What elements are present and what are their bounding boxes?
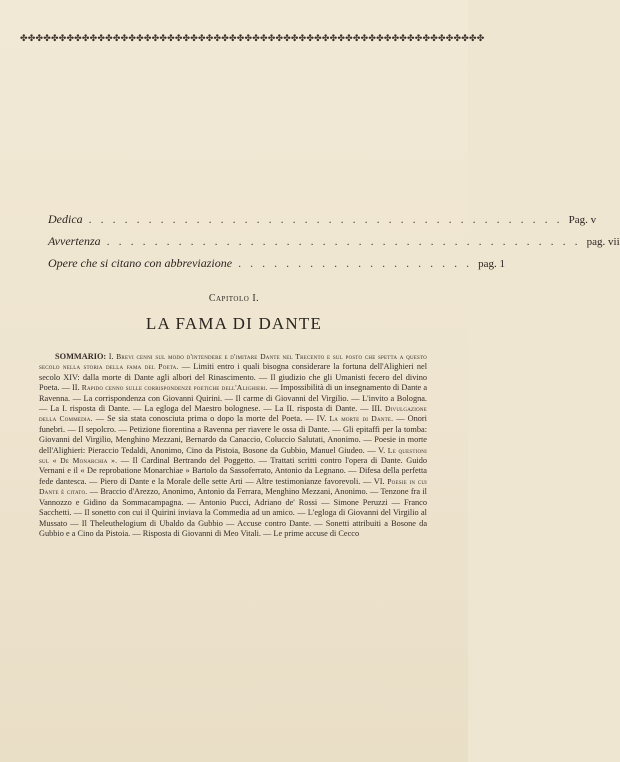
summary-text: — Se sia stata conosciuta prima o dopo la morte del Poeta. — IV. <box>92 414 330 424</box>
dot-leader: . . . . . . . . . . . . . . . . . . . . <box>238 256 473 270</box>
summary-text: — Limiti entro i quali bisogna considerare la fortuna dell'Alighieri nel secolo XIV: dalla morte di Dante agli albori del Rinascimento. — Il giudizio che gli Umanisti fecero del divino Poeta. — II. <box>39 362 427 393</box>
decorative-border-ornament: ✤✤✤✤✤✤✤✤✤✤✤✤✤✤✤✤✤✤✤✤✤✤✤✤✤✤✤✤✤✤✤✤✤✤✤✤✤✤✤✤✤✤✤✤✤✤✤✤✤✤✤✤✤✤✤✤✤✤✤✤ <box>20 34 485 44</box>
toc-entry-avvertenza[interactable] <box>48 234 620 256</box>
dot-leader: . . . . . . . . . . . . . . . . . . . . . . . . . . . . . . . . . . . . . . . . <box>106 234 581 248</box>
dot-leader: . . . . . . . . . . . . . . . . . . . . . . . . . . . . . . . . . . . . . . . . <box>88 212 563 226</box>
summary-text: — Impossibilità di un insegnamento di Dante a Ravenna. — La corrispondenza con Giovanni Quirini. — Il carme di Giovanni del Virgilio. — L'invito a Bologna. — La I. risposta di Dante. — La egloga del Maestro bolognese. — La II. risposta di Dante. — III. <box>39 383 427 414</box>
summary-section-heading: La morte di Dante. <box>329 414 394 424</box>
summary-section-heading: Rapido cenno sulle corrispondenze poetiche dell'Alighieri. <box>81 383 268 393</box>
toc-entry-title: Avvertenza <box>48 234 101 248</box>
toc-entry-page: pag. 1 <box>478 258 505 270</box>
chapter-summary <box>39 352 427 539</box>
summary-text: — Il Cardinal Bertrando del Poggetto. — Trattati scritti contro l'opera di Dante. Guido Vernani e il « De reprobatione Monarchiae » Bartolo da Sassoferrato, Antonio da Legnano. — Difesa della perfetta fede dantesca. — Piero di Dante e la Morale delle sette Arti — Altre testimonianze favorevoli. — VI. <box>39 456 427 486</box>
toc-entry-title: Opere che si citano con abbreviazione <box>48 256 233 270</box>
summary-section-heading: Poesie in cui Dante è citato. <box>39 476 428 497</box>
chapter-label: Capitolo I. <box>208 293 260 304</box>
toc-entry-page: Pag. v <box>568 214 597 226</box>
summary-section-heading: Le questioni sul « De Monarchia ». <box>39 445 427 466</box>
chapter-title: LA FAMA DI DANTE <box>145 314 323 333</box>
summary-text: I. <box>108 352 117 361</box>
summary-section-heading: Divulgazione della Commedia. <box>39 404 427 424</box>
summary-section-heading: Brevi cenni sul modo d'intendere e d'imitare Dante nel Trecento e sul posto che spetta a questo secolo nella storia della fama del Poeta. <box>39 352 427 372</box>
toc-entry-page: pag. vii <box>586 236 620 248</box>
table-of-contents <box>48 212 620 278</box>
summary-text: — Braccio d'Arezzo, Anonimo, Antonio da Ferrara, Menghino Mezzani, Anonimo. — Tenzone fra il Vannozzo e Gidino da Sommacampagna. — Antonio Pucci, Adriano de' Rossi — Simone Peruzzi — Franco Sacchetti. — Il sonetto con cui il Quirini inviava la Commedia ad un amico. — L'egloga di Giovanni del Virgilio al Mussato — Il Theleuthelogium di Ubaldo da Gubbio — Accuse contro Dante. — Sonetti attribuiti a Bosone da Gubbio e a Cino da Pistoia. — Risposta di Giovanni di Meo Vitali. — Le prime accuse di Cecco <box>39 487 427 538</box>
summary-text: — Onori funebri. — Il sepolcro. — Petizione fiorentina a Ravenna per riavere le ossa di Dante. — Gli epitaffi per la tomba: Giovanni del Virgilio, Menghino Mezzani, Bernardo da Canaccio, Coluccio Salutati, Anonimo. — Poesie in morte dell'Alighieri: Pieraccio Tedaldi, Anonimo, Cino da Pistoia, Bosone da Gubbio, Manuel Giudeo. — V. <box>39 414 427 455</box>
toc-entry-title: Dedica <box>48 212 83 226</box>
toc-entry-dedica[interactable] <box>48 212 597 234</box>
toc-entry-opere[interactable] <box>48 256 505 278</box>
summary-lead: SOMMARIO: <box>55 352 107 361</box>
